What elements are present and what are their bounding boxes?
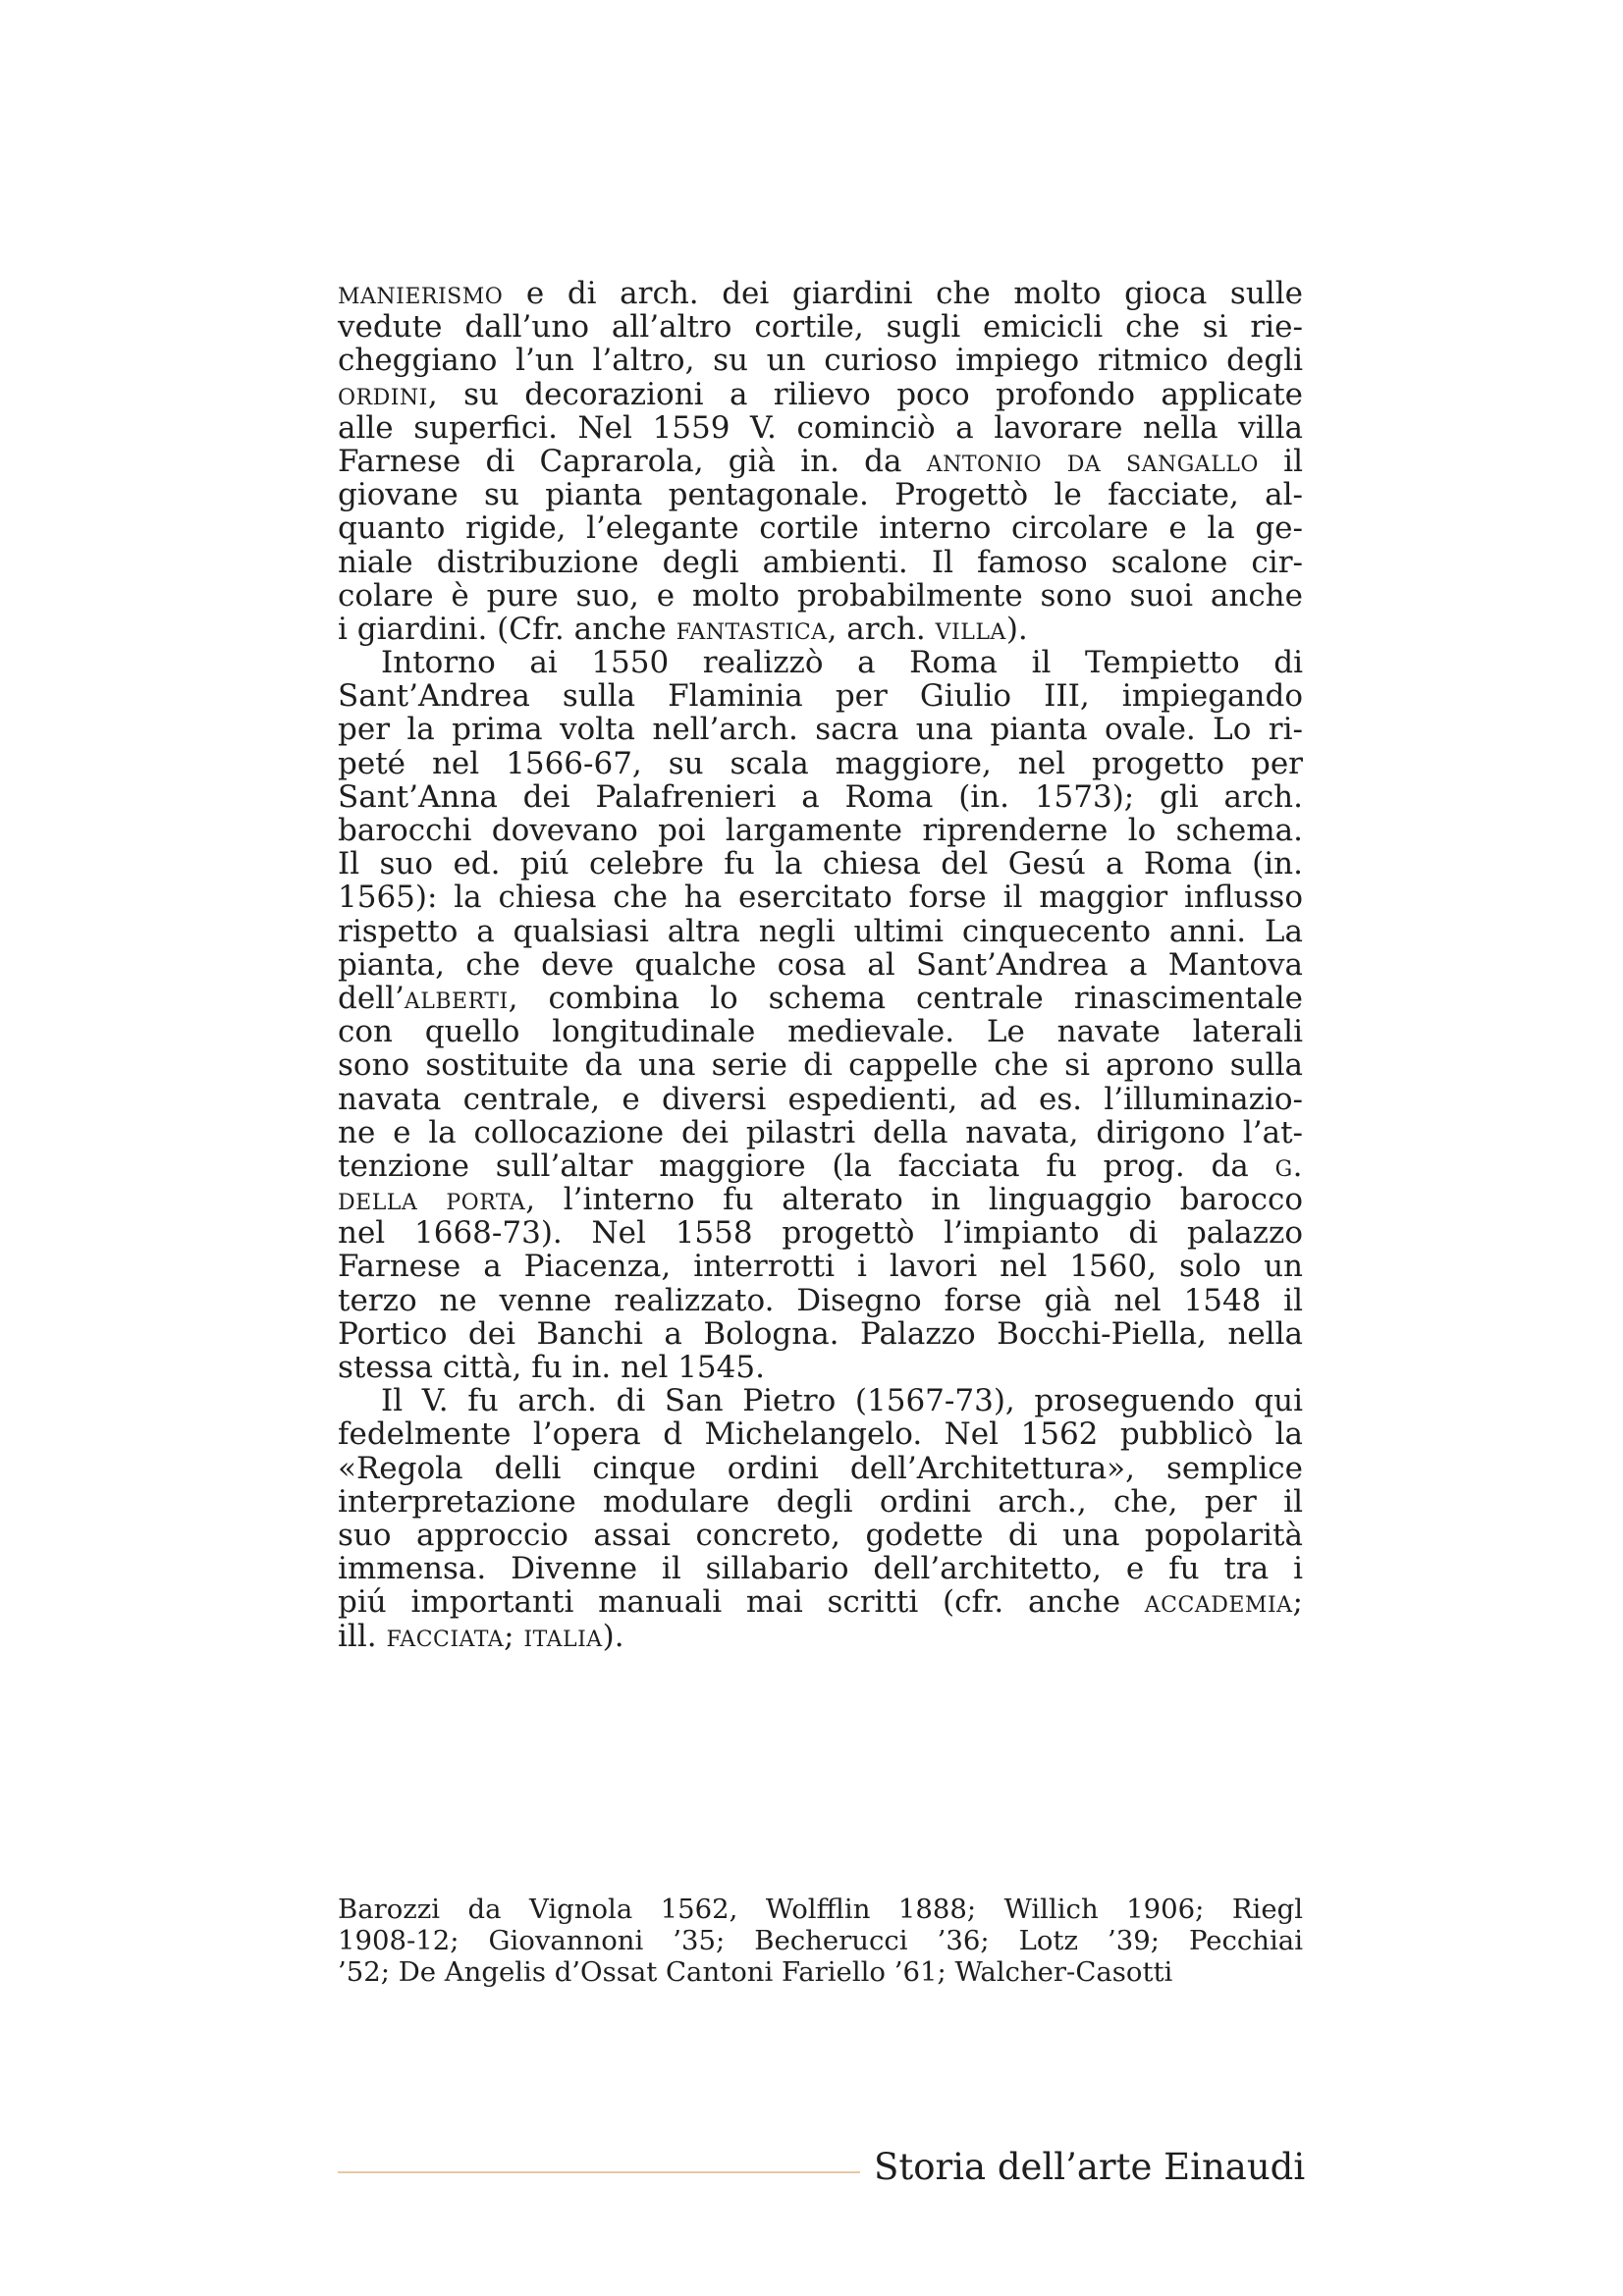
bibliography-line: ’52; De Angelis d’Ossat Cantoni Fariello ’61; Walcher-Casotti [338, 1956, 1173, 1988]
body-text [338, 277, 1303, 1653]
text-line [338, 1149, 1303, 1183]
text-fragment: colare è pure suo, e molto probabilmente sono suoi anche [338, 577, 1303, 614]
text-line [338, 1083, 1303, 1116]
text-line [338, 511, 1303, 545]
text-fragment: 1565): la chiesa che ha esercitato forse il maggior influsso [338, 880, 1303, 916]
footer-title: Storia dell’arte Einaudi [874, 2146, 1306, 2188]
cross-reference: alberti [404, 980, 509, 1016]
text-line [338, 646, 1303, 679]
text-fragment: navata centrale, e diversi espedienti, ad es. l’illuminazio- [338, 1081, 1303, 1117]
text-line [338, 1183, 1303, 1216]
text-fragment: interpretazione modulare degli ordini arch., che, per il [338, 1483, 1303, 1520]
text-fragment: Farnese a Piacenza, interrotti i lavori nel 1560, solo un [338, 1249, 1303, 1285]
cross-reference: manierismo [338, 276, 504, 311]
text-line [338, 982, 1303, 1015]
text-fragment: pianta, che deve qualche cosa al Sant’Andrea a Mantova [338, 946, 1303, 983]
text-fragment: dell’ [338, 980, 405, 1016]
text-fragment: piú importanti manuali mai scritti (cfr. anche [338, 1584, 1145, 1621]
text-fragment: sono sostituite da una serie di cappelle che si aprono sulla [338, 1047, 1303, 1084]
cross-reference: villa [935, 611, 1006, 647]
cross-reference: fantastica [676, 611, 828, 647]
text-line [338, 579, 1303, 613]
text-fragment: per la prima volta nell’arch. sacra una pianta ovale. Lo ri- [338, 712, 1303, 748]
text-fragment: ). [1005, 611, 1028, 647]
text-line [338, 378, 1303, 411]
text-fragment: Il suo ed. piú celebre fu la chiesa del Gesú a Roma (in. [338, 846, 1303, 882]
text-line [338, 478, 1303, 511]
text-fragment: terzo ne venne realizzato. Disegno forse già nel 1548 il [338, 1282, 1303, 1318]
text-line [338, 310, 1303, 344]
text-line [338, 445, 1303, 478]
text-line [338, 713, 1303, 746]
footer-rule [338, 2171, 860, 2173]
cross-reference: accademia [1144, 1584, 1293, 1621]
text-line [338, 780, 1303, 814]
text-line [338, 411, 1303, 445]
text-fragment: Intorno ai 1550 realizzò a Roma il Tempietto di [381, 645, 1303, 681]
text-fragment: il [1258, 443, 1304, 479]
text-fragment: ne e la collocazione dei pilastri della navata, dirigono l’at- [338, 1114, 1303, 1150]
cross-reference: italia [523, 1618, 603, 1654]
text-line [338, 1284, 1303, 1317]
text-line [338, 1452, 1303, 1485]
text-fragment: niale distribuzione degli ambienti. Il famoso scalone cir- [338, 544, 1303, 580]
cross-reference: della porta [338, 1182, 526, 1218]
text-fragment: Sant’Anna dei Palafrenieri a Roma (in. 1573); gli arch. [338, 778, 1303, 815]
text-line [338, 1048, 1303, 1082]
text-fragment: fedelmente l’opera d Michelangelo. Nel 1562 pubblicò la [338, 1416, 1303, 1453]
text-fragment: , arch. [827, 611, 936, 647]
text-fragment: «Regola delli cinque ordini dell’Architettura», semplice [338, 1450, 1303, 1486]
text-fragment: giovane su pianta pentagonale. Progettò le facciate, al- [338, 477, 1303, 513]
text-fragment: i giardini. (Cfr. anche [338, 611, 676, 647]
text-line [338, 847, 1303, 881]
text-fragment: alle superfici. Nel 1559 V. cominciò a lavorare nella villa [338, 409, 1303, 446]
text-fragment: , l’interno fu alterato in linguaggio barocco [525, 1182, 1303, 1218]
text-line [338, 1351, 1303, 1384]
cross-reference: g. [1274, 1148, 1303, 1184]
text-fragment: ill. [338, 1618, 387, 1654]
text-line [338, 1384, 1303, 1417]
text-line [338, 747, 1303, 780]
cross-reference: antonio da sangallo [926, 443, 1259, 479]
text-line [338, 1552, 1303, 1585]
text-fragment: immensa. Divenne il sillabario dell’architetto, e fu tra i [338, 1551, 1303, 1587]
text-fragment: ). [602, 1618, 624, 1654]
text-line [338, 1317, 1303, 1351]
text-fragment: ; [1292, 1584, 1303, 1621]
text-fragment: Farnese di Caprarola, già in. da [338, 443, 927, 479]
text-fragment: Sant’Andrea sulla Flaminia per Giulio III, impiegando [338, 678, 1303, 715]
text-line [338, 814, 1303, 847]
text-line [338, 1417, 1303, 1451]
text-fragment: cheggiano l’un l’altro, su un curioso impiego ritmico degli [338, 343, 1303, 379]
text-line [338, 1116, 1303, 1149]
text-fragment: ; [504, 1618, 524, 1654]
text-fragment: stessa città, fu in. nel 1545. [338, 1350, 765, 1385]
text-line [338, 277, 1303, 310]
bibliography-line: Barozzi da Vignola 1562, Wolfflin 1888; Willich 1906; Riegl [338, 1894, 1303, 1925]
text-line [338, 546, 1303, 579]
text-line [338, 881, 1303, 914]
text-fragment: Portico dei Banchi a Bologna. Palazzo Bocchi-Piella, nella [338, 1315, 1303, 1352]
text-line [338, 1519, 1303, 1552]
text-fragment: Il V. fu arch. di San Pietro (1567-73), proseguendo qui [381, 1383, 1303, 1419]
cross-reference: facciata [386, 1618, 505, 1654]
text-fragment: rispetto a qualsiasi altra negli ultimi cinquecento anni. La [338, 913, 1303, 949]
text-fragment: e di arch. dei giardini che molto gioca sulle [503, 276, 1303, 311]
text-line [338, 1620, 1303, 1653]
text-fragment: nel 1668-73). Nel 1558 progettò l’impianto di palazzo [338, 1215, 1303, 1252]
text-line [338, 344, 1303, 377]
text-fragment: barocchi dovevano poi largamente riprenderne lo schema. [338, 813, 1303, 848]
text-line [338, 1485, 1303, 1519]
text-line [338, 679, 1303, 713]
text-line [338, 613, 1303, 646]
text-line [338, 948, 1303, 982]
text-line [338, 915, 1303, 948]
text-line [338, 1585, 1303, 1619]
cross-reference: ordini [338, 376, 428, 412]
text-fragment: , su decorazioni a rilievo poco profondo applicate [427, 376, 1303, 412]
text-line [338, 1216, 1303, 1250]
text-fragment: quanto rigide, l’elegante cortile interno circolare e la ge- [338, 510, 1303, 547]
text-line [338, 1250, 1303, 1283]
text-fragment: , combina lo schema centrale rinascimentale [508, 980, 1303, 1016]
bibliography-line: 1908-12; Giovannoni ’35; Becherucci ’36; Lotz ’39; Pecchiai [338, 1925, 1303, 1956]
text-fragment: tenzione sull’altar maggiore (la facciata fu prog. da [338, 1148, 1275, 1184]
bibliography [338, 1894, 1303, 1988]
text-fragment: con quello longitudinale medievale. Le navate laterali [338, 1014, 1303, 1050]
text-line [338, 1015, 1303, 1048]
text-fragment: vedute dall’uno all’altro cortile, sugli emicicli che si rie- [338, 309, 1303, 346]
text-fragment: peté nel 1566-67, su scala maggiore, nel progetto per [338, 745, 1303, 781]
text-fragment: suo approccio assai concreto, godette di una popolarità [338, 1517, 1303, 1553]
